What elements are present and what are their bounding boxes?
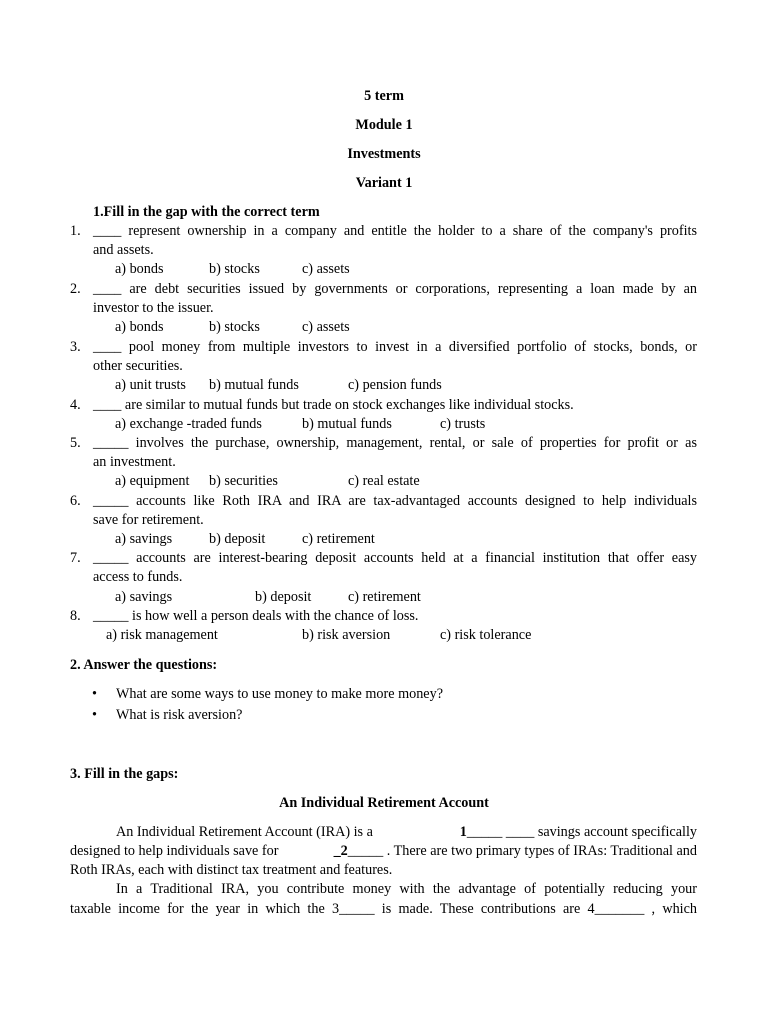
section2-title: 2. Answer the questions:: [70, 657, 218, 673]
question-text-cont: investor to the issuer.: [93, 300, 214, 316]
question-text-cont: and assets.: [93, 242, 154, 258]
option-a: a) unit trusts: [115, 377, 186, 393]
question-number: 4.: [70, 397, 81, 413]
question-number: 6.: [70, 493, 81, 509]
question-text: ____ pool money from multiple investors to invest in a diversified portfolio of stocks, bonds, or: [93, 339, 697, 355]
bullet-question-1: What are some ways to use money to make more money?: [116, 686, 443, 702]
passage-line: [70, 842, 697, 861]
option-b: b) securities: [209, 473, 278, 489]
option-b: b) mutual funds: [209, 377, 299, 393]
question-number: 8.: [70, 608, 81, 624]
bullet-icon: •: [92, 707, 97, 723]
question-text: _____ is how well a person deals with the chance of loss.: [93, 608, 419, 624]
passage-text: _____ . There are two primary types of IRAs: Traditional and: [347, 843, 697, 859]
question-text: _____ accounts are interest-bearing deposit accounts held at a financial institution that offer easy: [93, 550, 697, 566]
option-a: a) equipment: [115, 473, 190, 489]
bullet-question-2: What is risk aversion?: [116, 707, 243, 723]
option-c: c) real estate: [348, 473, 420, 489]
passage-line: Roth IRAs, each with distinct tax treatment and features.: [70, 862, 393, 878]
module-heading: Module 1: [355, 117, 413, 133]
bullet-icon: •: [92, 686, 97, 702]
option-c: c) retirement: [348, 589, 421, 605]
question-number: 2.: [70, 281, 81, 297]
option-a: a) bonds: [115, 319, 164, 335]
gap-number: 1: [459, 824, 467, 840]
question-number: 3.: [70, 339, 81, 355]
variant-heading: Variant 1: [355, 175, 413, 191]
option-c: c) risk tolerance: [440, 627, 532, 643]
option-b: b) stocks: [209, 261, 260, 277]
option-a: a) risk management: [106, 627, 218, 643]
option-b: b) stocks: [209, 319, 260, 335]
question-number: 1.: [70, 223, 81, 239]
section3-title: 3. Fill in the gaps:: [70, 766, 179, 782]
question-text: _____ involves the purchase, ownership, management, rental, or sale of properties for profit or as: [93, 435, 697, 451]
question-text: ____ are debt securities issued by governments or corporations, representing a loan made by an: [93, 281, 697, 297]
passage-title: An Individual Retirement Account: [279, 795, 489, 811]
option-b: b) mutual funds: [302, 416, 392, 432]
topic-heading: Investments: [347, 146, 421, 162]
option-c: c) retirement: [302, 531, 375, 547]
question-text-cont: an investment.: [93, 454, 176, 470]
option-c: c) trusts: [440, 416, 486, 432]
passage-text: designed to help individuals save for: [70, 843, 279, 859]
option-a: a) exchange -traded funds: [115, 416, 262, 432]
question-number: 5.: [70, 435, 81, 451]
option-b: b) deposit: [255, 589, 312, 605]
option-a: a) savings: [115, 589, 173, 605]
option-a: a) savings: [115, 531, 173, 547]
option-c: c) pension funds: [348, 377, 442, 393]
section1-title: 1.Fill in the gap with the correct term: [93, 204, 320, 220]
passage-text: _____ ____ savings account specifically: [466, 824, 697, 840]
passage-line: In a Traditional IRA, you contribute money with the advantage of potentially reducing your: [116, 881, 697, 897]
question-number: 7.: [70, 550, 81, 566]
question-text-cont: save for retirement.: [93, 512, 204, 528]
option-a: a) bonds: [115, 261, 164, 277]
option-b: b) deposit: [209, 531, 266, 547]
option-c: c) assets: [302, 261, 350, 277]
question-text-cont: access to funds.: [93, 569, 183, 585]
passage-line: taxable income for the year in which the 3_____ is made. These contributions are 4_______ , which: [70, 901, 697, 917]
gap-number: _2: [333, 843, 348, 859]
option-b: b) risk aversion: [302, 627, 391, 643]
term-heading: 5 term: [364, 88, 404, 104]
question-text: ____ represent ownership in a company and entitle the holder to a share of the company's profits: [93, 223, 697, 239]
question-text-cont: other securities.: [93, 358, 183, 374]
question-text: ____ are similar to mutual funds but trade on stock exchanges like individual stocks.: [93, 397, 574, 413]
option-c: c) assets: [302, 319, 350, 335]
passage-text: An Individual Retirement Account (IRA) is a: [116, 824, 373, 840]
question-text: _____ accounts like Roth IRA and IRA are tax-advantaged accounts designed to help individuals: [93, 493, 697, 509]
passage-line: [116, 823, 697, 842]
